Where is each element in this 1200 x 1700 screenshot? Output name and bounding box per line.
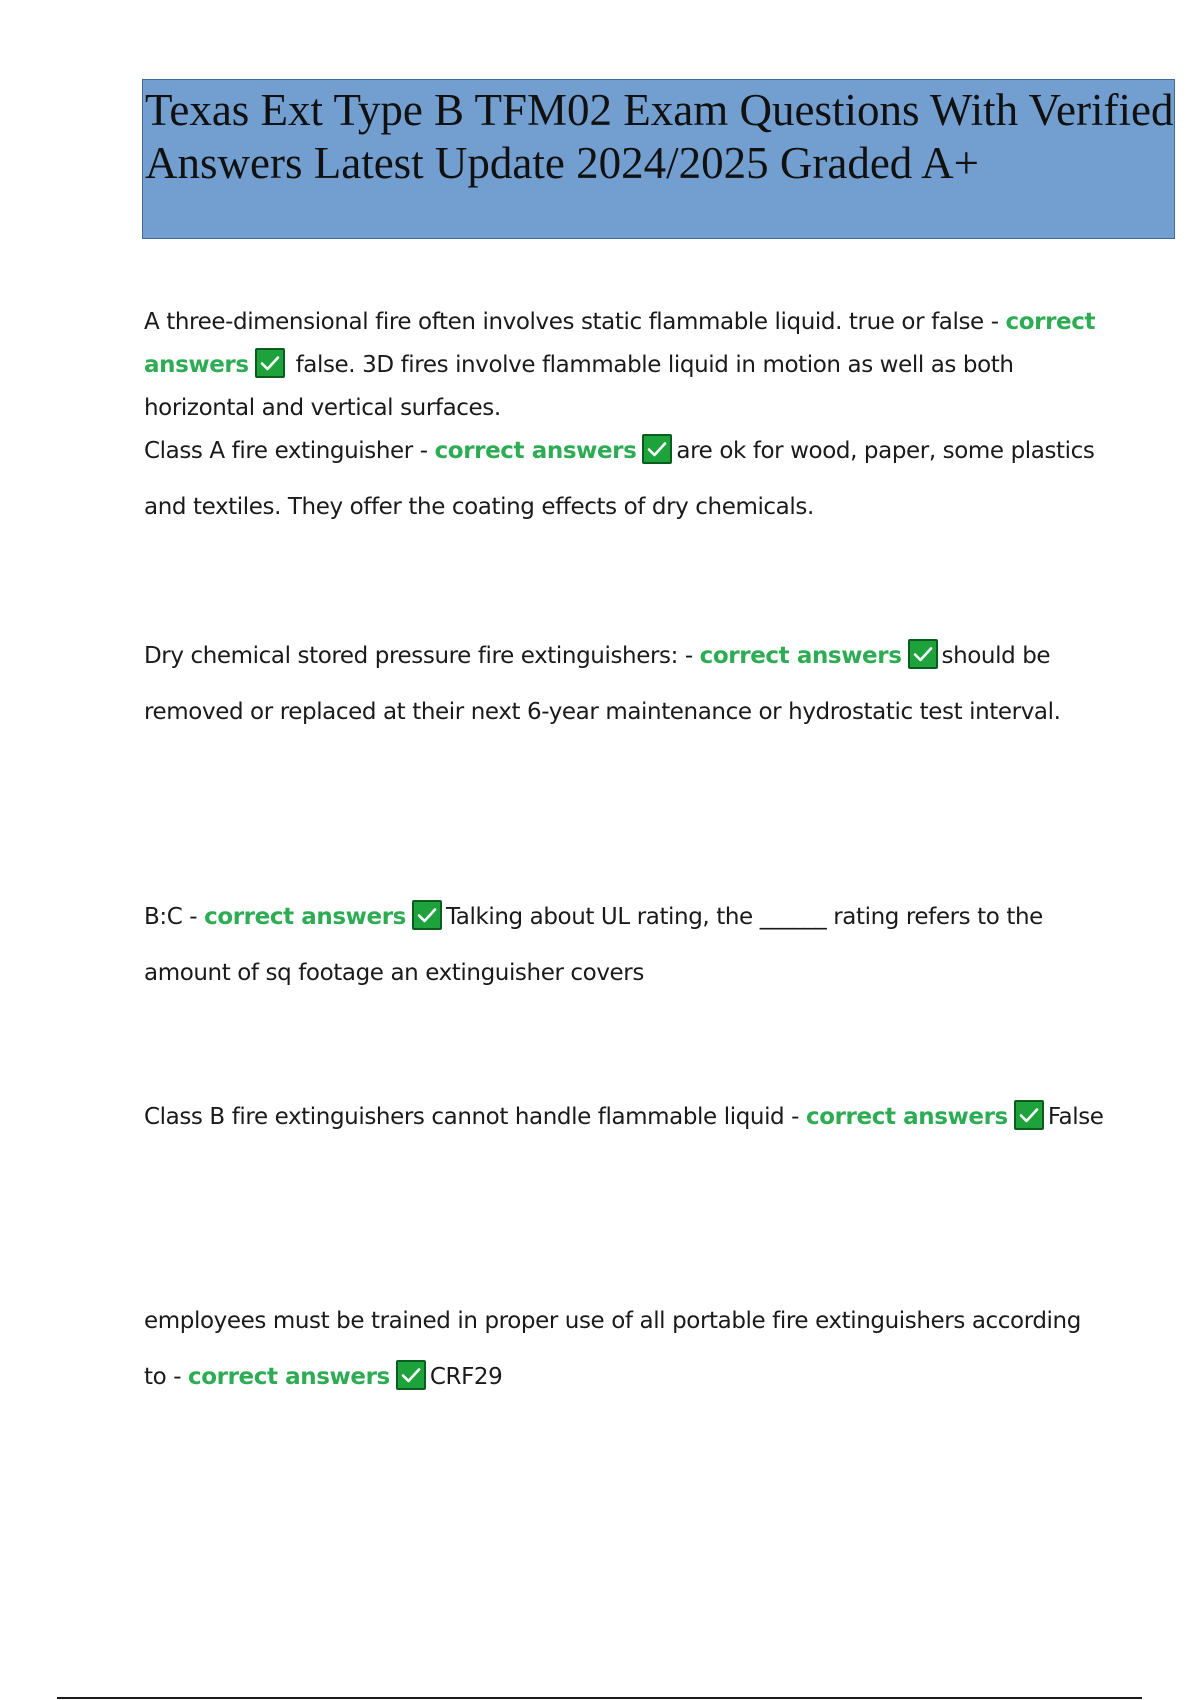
qa-item-6 xyxy=(144,1293,1104,1405)
question-text: Class B fire extinguishers cannot handle flammable liquid - xyxy=(144,1104,806,1130)
check-mark-icon xyxy=(396,1360,426,1390)
question-text: A three-dimensional fire often involves static flammable liquid. true or false - xyxy=(144,309,1006,335)
qa-item-5 xyxy=(144,1089,1104,1145)
qa-item-3 xyxy=(144,628,1104,740)
correct-answers-label: correct answers xyxy=(144,309,1096,378)
check-mark-icon xyxy=(642,434,672,464)
answer-text: Talking about UL rating, the ______ rating refers to the amount of sq footage an extinguisher covers xyxy=(144,904,1043,986)
qa-item-4 xyxy=(144,889,1104,1001)
answer-text: False xyxy=(1047,1104,1104,1130)
correct-answers-label: correct answers xyxy=(805,1104,1008,1130)
question-text: employees must be trained in proper use of all portable fire extinguishers according to - xyxy=(144,1308,1081,1390)
correct-answers-label: correct answers xyxy=(204,904,406,930)
check-mark-icon xyxy=(908,639,938,669)
title-banner xyxy=(142,79,1175,239)
answer-text: are ok for wood, paper, some plastics and textiles. They offer the coating effects of dry chemicals. xyxy=(144,438,1095,520)
question-text: Dry chemical stored pressure fire extinguishers: - xyxy=(144,643,700,669)
answer-text: should be removed or replaced at their next 6-year maintenance or hydrostatic test interval. xyxy=(144,643,1061,725)
check-mark-icon xyxy=(412,900,442,930)
correct-answers-label: correct answers xyxy=(699,643,902,669)
check-mark-icon xyxy=(1014,1100,1044,1130)
qa-item-2 xyxy=(144,423,1104,535)
qa-item-1 xyxy=(144,301,1099,430)
document-title: Texas Ext Type B TFM02 Exam Questions With Verified Answers Latest Update 2024/2025 Graded A+ xyxy=(145,85,1174,188)
question-text: B:C - xyxy=(144,904,205,930)
check-mark-icon xyxy=(255,348,285,378)
answer-text: false. 3D fires involve flammable liquid in motion as well as both horizontal and vertical surfaces. xyxy=(144,352,1014,421)
correct-answers-label: correct answers xyxy=(434,438,637,464)
correct-answers-label: correct answers xyxy=(188,1364,390,1390)
answer-text: CRF29 xyxy=(429,1364,503,1390)
question-text: Class A fire extinguisher - xyxy=(144,438,435,464)
footer-rule xyxy=(57,1697,1142,1699)
